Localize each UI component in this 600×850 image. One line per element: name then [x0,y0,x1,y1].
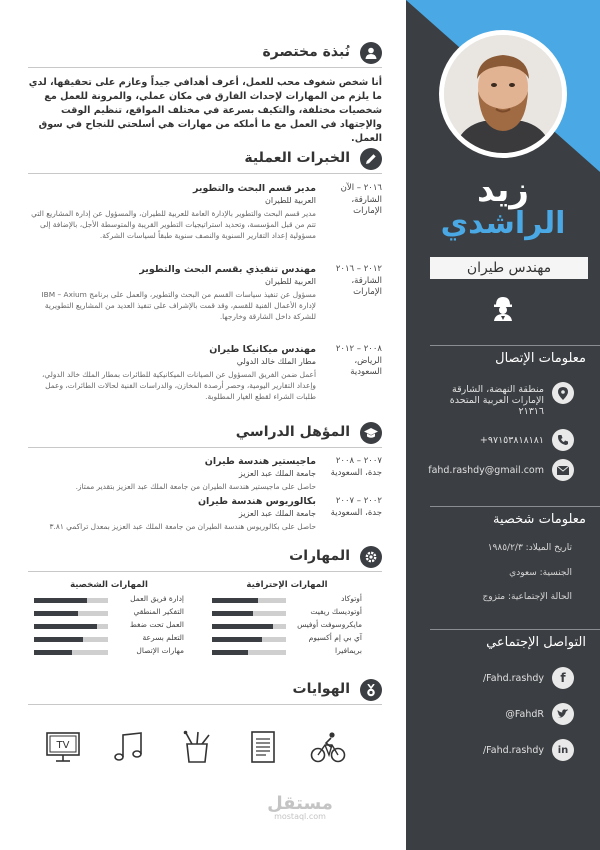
education-desc: حاصل على ماجيستير هندسة الطيران من جامعة الملك عبد العزيز بتقدير ممتاز. [75,482,316,491]
experience-date: ٢٠٠٨ – ٢٠١٢ [335,344,382,354]
twitter-handle[interactable]: @FahdR [505,709,544,720]
education-date: ٢٠٠٢ – ٢٠٠٧ [335,496,382,506]
contact-heading: معلومات الإتصال [430,345,600,366]
cycling-icon [310,730,350,770]
skill-label: إدارة فريق العمل [130,594,184,603]
pencil-icon [360,148,382,170]
skill-bar-fill [212,637,262,642]
skill-label: أوتوكاد [341,594,362,603]
experience-desc: أعمل ضمن الفريق المسؤول عن الصيانات الميكانيكية للطائرات بمطار الملك خالد الدولي، وإعداد التقارير اليومية، وحصر أرصدة المخازن، والدراسات الفنية لحالات الطائرات، وعمل طلبات الشراء لقطع الغيار المطلوبة. [42,370,316,401]
music-icon [112,730,152,770]
tv-icon [46,730,86,770]
watermark [255,793,345,821]
skill-item [34,633,184,646]
skill-bar [34,637,108,642]
education-place: جدة، السعودية [330,508,382,518]
experience-desc: مدير قسم البحث والتطوير بالإدارة العامة للعربية للطيران، والمسؤول عن إدارة المشاريع التي تتم من قبل المؤسسة، وتحديد استراتيجيات التطوير القريبة والمتوسطة الأجل، بالإضافة إلى مسؤولية إعداد التقارير السنوية والنصف سنوية طبقاً لسياسات الشركة. [31,209,316,240]
skill-bar [34,650,108,655]
skill-item [212,646,362,659]
skill-label: التعلم بسرعة [142,633,184,642]
skill-bar [212,598,286,603]
contact-phone-row[interactable] [406,429,600,459]
skill-item [34,620,184,633]
address-line-2: الإمارات العربية المتحدة [449,395,544,406]
marital-status: الحالة الإجتماعية: متزوج [482,592,572,602]
hobbies-row [40,730,360,770]
skill-bar [34,598,108,603]
job-title: مهندس طيران [430,257,588,279]
last-name: الراشدي [440,206,566,241]
skill-bar [34,624,108,629]
painting-icon [180,730,220,770]
experience-role: مهندس ميكانيكا طيران [209,344,316,355]
education-degree: ماجيستير هندسة طيران [204,456,316,467]
watermark-latin: mostaql.com [274,812,326,821]
sidebar [406,0,600,850]
gear-icon [360,546,382,568]
facebook-icon[interactable]: f [552,667,574,689]
personal-info-heading: معلومات شخصية [430,506,600,527]
skill-item [212,620,362,633]
experience-org: العربية للطيران [265,196,316,205]
skills-heading: المهارات [289,548,350,564]
facebook-handle[interactable]: /Fahd.rashdy [482,673,544,684]
professional-skills-title: المهارات الإحترافية [246,580,328,590]
experience-section-header [28,150,382,174]
address-line-1: منطقة النهضة، الشارقة [452,384,544,395]
skill-label: مايكروسوفت أوفيس [297,620,362,629]
skill-bar-fill [34,611,78,616]
skill-bar [212,611,286,616]
education-item-2 [28,496,382,532]
skill-bar-fill [212,598,258,603]
personal-skills-title: المهارات الشخصية [70,580,148,590]
education-item-1 [28,456,382,492]
experience-desc: مسؤول عن تنفيذ سياسات القسم من البحث والتطوير، والعمل على برنامج IBM – Axium لإدارة الأعمال الفنية للقسم، وقد قمت بالإشراف على تنفيذ العديد من المشاريع التطويرية للشركة داخل الشارقة وخارجها. [41,290,316,321]
experience-org: العربية للطيران [265,277,316,286]
birth-date: تاريخ الميلاد: ١٩٨٥/٢/٣ [487,543,572,553]
education-place: جدة، السعودية [330,468,382,478]
reading-icon [246,730,286,770]
skill-bar [34,611,108,616]
skills-section-header [28,548,382,572]
experience-org: مطار الملك خالد الدولي [236,357,316,366]
summary-heading: نُبذة مختصرة [262,44,350,60]
skill-label: بريمافيرا [334,646,362,655]
skill-bar-fill [34,598,87,603]
experience-place: الرياض، السعودية [350,356,382,377]
skill-bar [212,650,286,655]
skill-bar-fill [34,624,97,629]
education-university: جامعة الملك عبد العزيز [238,509,316,518]
skill-bar-fill [212,650,248,655]
education-date: ٢٠٠٧ – ٢٠٠٨ [335,456,382,466]
location-pin-icon [552,382,574,404]
summary-text: أنا شخص شغوف محب للعمل، أعرف أهدافي جيداً وعازم على تحقيقها، لدي ما يلزم من المهارات لإحداث الفارق في مكان عملي، والمرونة للعمل مع شخصيات مختلفة، والتكيف بسرعة في مختلف المواقع، تنظيم الوقت والإجتهاد في العمل مع ما أملكه من مهارات هي أسلحتي للنجاح في سوق العمل. [28,77,382,144]
education-university: جامعة الملك عبد العزيز [238,469,316,478]
hobbies-section-header [28,681,382,705]
skill-item [212,594,362,607]
education-heading: المؤهل الدراسي [235,424,350,440]
address-line-3: ٢١٣١٦ [518,406,544,417]
social-heading: التواصل الإجتماعي [430,629,600,650]
skill-bar-fill [34,637,83,642]
user-icon [360,42,382,64]
skill-bar [212,637,286,642]
skill-item [212,633,362,646]
education-section-header [28,424,382,448]
skill-item [34,594,184,607]
experience-heading: الخبرات العملية [244,150,350,166]
skill-label: العمل تحت ضغط [129,620,184,629]
experience-date: ٢٠١٢ – ٢٠١٦ [335,264,382,274]
experience-date: ٢٠١٦ – الآن [340,183,382,193]
professional-skills [212,580,362,659]
social-twitter-row[interactable] [406,703,600,733]
graduation-cap-icon [360,422,382,444]
experience-item-2 [28,264,382,334]
skill-bar-fill [34,650,72,655]
skill-label: آي بي إم أكسيوم [308,633,362,642]
experience-place: الشارقة، الإمارات [351,276,382,297]
email-icon [552,459,574,481]
experience-item-1 [28,183,382,253]
twitter-icon[interactable] [552,703,574,725]
skill-bar [212,624,286,629]
watermark-arabic: مستقل [267,793,333,814]
skill-item [34,646,184,659]
skill-bar-fill [212,624,273,629]
profile-photo [444,35,562,153]
phone-icon [552,429,574,451]
education-degree: بكالوريوس هندسة طيران [197,496,316,507]
contact-email-row[interactable] [406,459,600,489]
skill-label: التفكير المنطقي [133,607,184,616]
skill-bar-fill [212,611,253,616]
skill-label: أوتوديسك ريفيت [310,607,362,616]
first-name: زيد [477,170,529,210]
contact-address-row [406,382,600,417]
experience-role: مدير قسم البحث والتطوير [192,183,316,194]
tv-label: TV [56,740,70,751]
experience-item-3 [28,344,382,404]
social-linkedin-row[interactable] [406,739,600,769]
engineer-icon [492,295,514,325]
experience-role: مهندس تنفيذي بقسم البحث والتطوير [139,264,316,275]
experience-place: الشارقة، الإمارات [351,195,382,216]
skill-item [34,607,184,620]
email-address[interactable]: fahd.rashdy@gmail.com [428,465,544,476]
education-desc: حاصل على بكالوريوس هندسة الطيران من جامعة الملك عبد العزيز بمعدل تراكمي ٣.٨١ [49,522,316,531]
summary-section-header [28,44,382,68]
phone-number[interactable]: +٩٧١٥٣٨١٨١٨١ [479,435,544,446]
medal-icon [360,679,382,701]
personal-skills [34,580,184,659]
skill-label: مهارات الإتصال [136,646,184,655]
social-facebook-row[interactable] [406,667,600,697]
hobbies-heading: الهوايات [292,681,350,697]
nationality: الجنسية: سعودي [509,568,572,578]
skill-item [212,607,362,620]
linkedin-icon[interactable]: in [552,739,574,761]
linkedin-handle[interactable]: /Fahd.rashdy [482,745,544,756]
